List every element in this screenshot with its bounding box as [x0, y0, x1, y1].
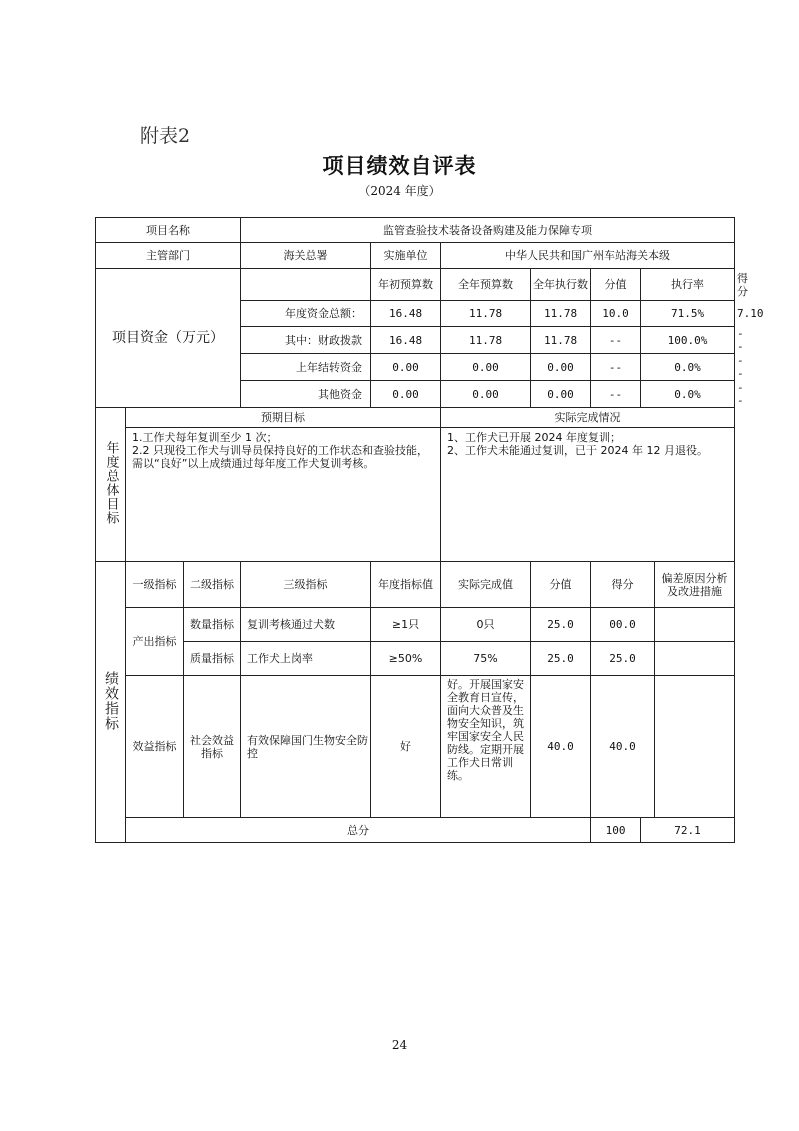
- funds-section-label: 项目资金（万元）: [96, 269, 241, 408]
- fund-value: --: [591, 381, 641, 408]
- fund-annual: 11.78: [441, 327, 531, 354]
- benefit-indicator-label: 效益指标: [126, 676, 184, 818]
- department-value: 海关总署: [241, 243, 371, 269]
- fund-row: 其中：财政拨款 16.48 11.78 11.78 -- 100.0% --: [96, 327, 735, 354]
- initial-budget-header: 年初预算数: [371, 269, 441, 301]
- target-header: 年度指标值: [371, 562, 441, 608]
- indicator-deviation: [655, 642, 735, 676]
- fund-rate: 0.0%: [641, 381, 735, 408]
- fund-annual: 0.00: [441, 354, 531, 381]
- attachment-label: 附表2: [140, 125, 191, 147]
- indicator-actual: 75%: [441, 642, 531, 676]
- goals-content-row: [96, 428, 735, 562]
- implementing-unit-label: 实施单位: [371, 243, 441, 269]
- indicator-level3: 复训考核通过犬数: [241, 608, 371, 642]
- fund-rate: 71.5%: [641, 301, 735, 327]
- indicator-target: ≥1只: [371, 608, 441, 642]
- fund-annual: 0.00: [441, 381, 531, 408]
- benefit-deviation: [655, 676, 735, 818]
- fund-row: 年度资金总额： 16.48 11.78 11.78 10.0 71.5% 7.10: [96, 301, 735, 327]
- level1-header: 一级指标: [126, 562, 184, 608]
- execution-rate-header: 执行率: [641, 269, 735, 301]
- benefit-score: 40.0: [591, 676, 655, 818]
- actual-completion-line: 2、工作犬未能通过复训，已于 2024 年 12 月退役。: [447, 444, 708, 457]
- score-value-header: 分值: [591, 269, 641, 301]
- benefit-actual: 好。开展国家安全教育日宣传，面向大众普及生物安全知识，筑牢国家安全人民防线。定期开展工作犬日常训练。: [441, 676, 531, 818]
- project-name-value: 监管查验技术装备设备购建及能力保障专项: [241, 218, 735, 243]
- annual-budget-header: 全年预算数: [441, 269, 531, 301]
- level3-header: 三级指标: [241, 562, 371, 608]
- performance-indicators-label: 绩效指标: [96, 562, 126, 843]
- fund-value: 10.0: [591, 301, 641, 327]
- benefit-level3: 有效保障国门生物安全防控: [241, 676, 371, 818]
- fund-row-label: 其他资金: [241, 381, 371, 408]
- indicator-level2: 数量指标: [184, 608, 241, 642]
- indicator-score: 00.0: [591, 608, 655, 642]
- indicator-value-header: 分值: [531, 562, 591, 608]
- total-label: 总分: [126, 818, 591, 843]
- indicator-target: ≥50%: [371, 642, 441, 676]
- goals-header-row: [96, 408, 735, 428]
- actual-completion-text: [441, 428, 735, 562]
- fund-row-label: 上年结转资金: [241, 354, 371, 381]
- indicator-level2: 质量指标: [184, 642, 241, 676]
- fund-initial: 0.00: [371, 381, 441, 408]
- page-title: 项目绩效自评表: [322, 154, 477, 178]
- total-row: [96, 818, 735, 843]
- department-row: [96, 243, 735, 269]
- fund-executed: 0.00: [531, 354, 591, 381]
- expected-goals-header: 预期目标: [126, 408, 441, 428]
- indicators-header-row: [96, 562, 735, 608]
- level2-header: 二级指标: [184, 562, 241, 608]
- fund-row: 其他资金 0.00 0.00 0.00 -- 0.0% --: [96, 381, 735, 408]
- indicator-actual: 0只: [441, 608, 531, 642]
- fund-initial: 0.00: [371, 354, 441, 381]
- department-label: 主管部门: [96, 243, 241, 269]
- indicator-deviation: [655, 608, 735, 642]
- funds-blank-header: [241, 269, 371, 301]
- performance-table: [95, 217, 764, 843]
- indicator-value: 25.0: [531, 608, 591, 642]
- deviation-header: 偏差原因分析及改进措施: [655, 562, 735, 608]
- funds-header-row: 项目资金（万元） 年初预算数 全年预算数 全年执行数 分值 执行率 得分: [96, 269, 735, 301]
- fund-row-label: 年度资金总额：: [241, 301, 371, 327]
- indicator-score: 25.0: [591, 642, 655, 676]
- total-value: 100: [591, 818, 641, 843]
- project-name-row: [96, 218, 735, 243]
- implementing-unit-value: 中华人民共和国广州车站海关本级: [441, 243, 735, 269]
- page-subtitle: （2024 年度）: [358, 184, 441, 198]
- actual-completion-line: 1、工作犬已开展 2024 年度复训；: [447, 431, 622, 444]
- actual-value-header: 实际完成值: [441, 562, 531, 608]
- fund-value: --: [591, 354, 641, 381]
- fund-value: --: [591, 327, 641, 354]
- page-number: 24: [391, 1038, 408, 1052]
- fund-initial: 16.48: [371, 327, 441, 354]
- expected-goal-line: 1.工作犬每年复训至少 1 次；: [132, 431, 278, 444]
- indicator-row: [96, 642, 735, 676]
- fund-executed: 0.00: [531, 381, 591, 408]
- expected-goal-line: 2.2 只现役工作犬与训导员保持良好的工作状态和查验技能，需以“良好”以上成绩通过每年度工作犬复训考核。: [132, 444, 428, 470]
- fund-row: 上年结转资金 0.00 0.00 0.00 -- 0.0% --: [96, 354, 735, 381]
- fund-row-label: 其中：财政拨款: [241, 327, 371, 354]
- total-score: 72.1: [641, 818, 735, 843]
- benefit-value: 40.0: [531, 676, 591, 818]
- benefit-level2: 社会效益指标: [184, 676, 241, 818]
- fund-rate: 100.0%: [641, 327, 735, 354]
- indicator-score-header: 得分: [591, 562, 655, 608]
- indicator-level3: 工作犬上岗率: [241, 642, 371, 676]
- annual-executed-header: 全年执行数: [531, 269, 591, 301]
- fund-rate: 0.0%: [641, 354, 735, 381]
- fund-executed: 11.78: [531, 327, 591, 354]
- fund-executed: 11.78: [531, 301, 591, 327]
- indicator-value: 25.0: [531, 642, 591, 676]
- output-indicator-label: 产出指标: [126, 608, 184, 676]
- fund-initial: 16.48: [371, 301, 441, 327]
- benefit-target: 好: [371, 676, 441, 818]
- indicator-row: [96, 608, 735, 642]
- benefit-indicator-row: [96, 676, 735, 818]
- expected-goals-text: [126, 428, 441, 562]
- actual-completion-header: 实际完成情况: [441, 408, 735, 428]
- project-name-label: 项目名称: [96, 218, 241, 243]
- annual-goals-label: 年度总体目标: [96, 408, 126, 562]
- fund-annual: 11.78: [441, 301, 531, 327]
